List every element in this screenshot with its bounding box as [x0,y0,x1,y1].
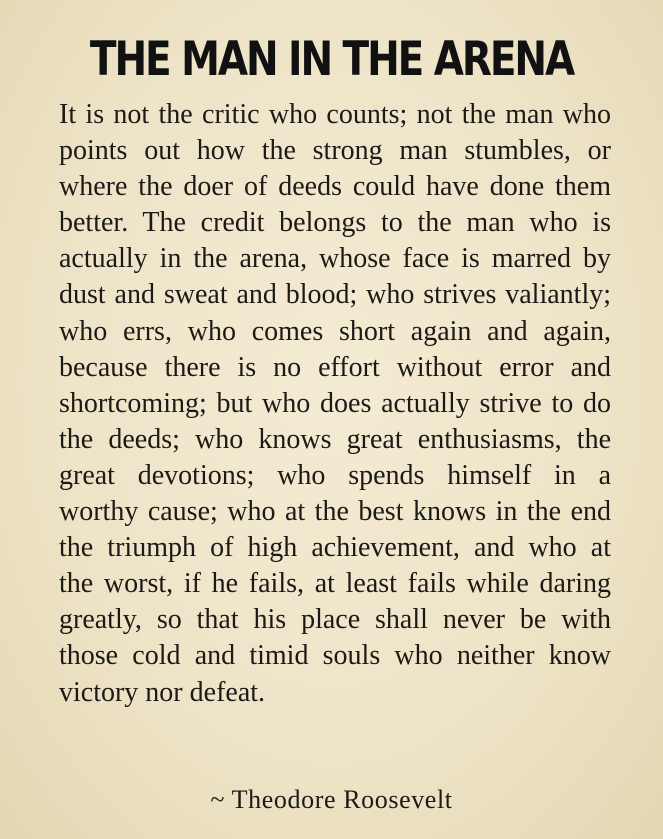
quote-line: because there is no effort without error and [59,351,611,383]
quote-line: who errs, who comes short again and again, [59,315,611,347]
quote-line: the triumph of high achievement, and who at [59,532,611,564]
quote-body [59,97,611,711]
quote-line: shortcoming; but who does actually strive to do [59,387,611,419]
quote-line: actually in the arena, whose face is marred by [59,243,611,275]
quote-line: It is not the critic who counts; not the man who [59,99,611,130]
quote-line: worthy cause; who at the best knows in the end [59,496,611,528]
quote-line: greatly, so that his place shall never be with [59,604,611,636]
quote-line: dust and sweat and blood; who strives valiantly; [59,279,611,311]
quote-line: the deeds; who knows great enthusiasms, the [59,423,611,455]
quote-line: those cold and timid souls who neither know [59,640,611,672]
quote-line: where the doer of deeds could have done them [59,171,611,203]
quote-line: victory nor defeat. [59,676,266,708]
quote-line: great devotions; who spends himself in a [59,459,611,491]
poster-title: THE MAN IN THE ARENA [89,32,574,87]
quote-line: points out how the strong man stumbles, or [59,135,611,167]
quote-line: better. The credit belongs to the man who is [59,207,611,239]
quote-line: the worst, if he fails, at least fails while daring [59,568,611,600]
quote-attribution: ~ Theodore Roosevelt [210,785,453,814]
